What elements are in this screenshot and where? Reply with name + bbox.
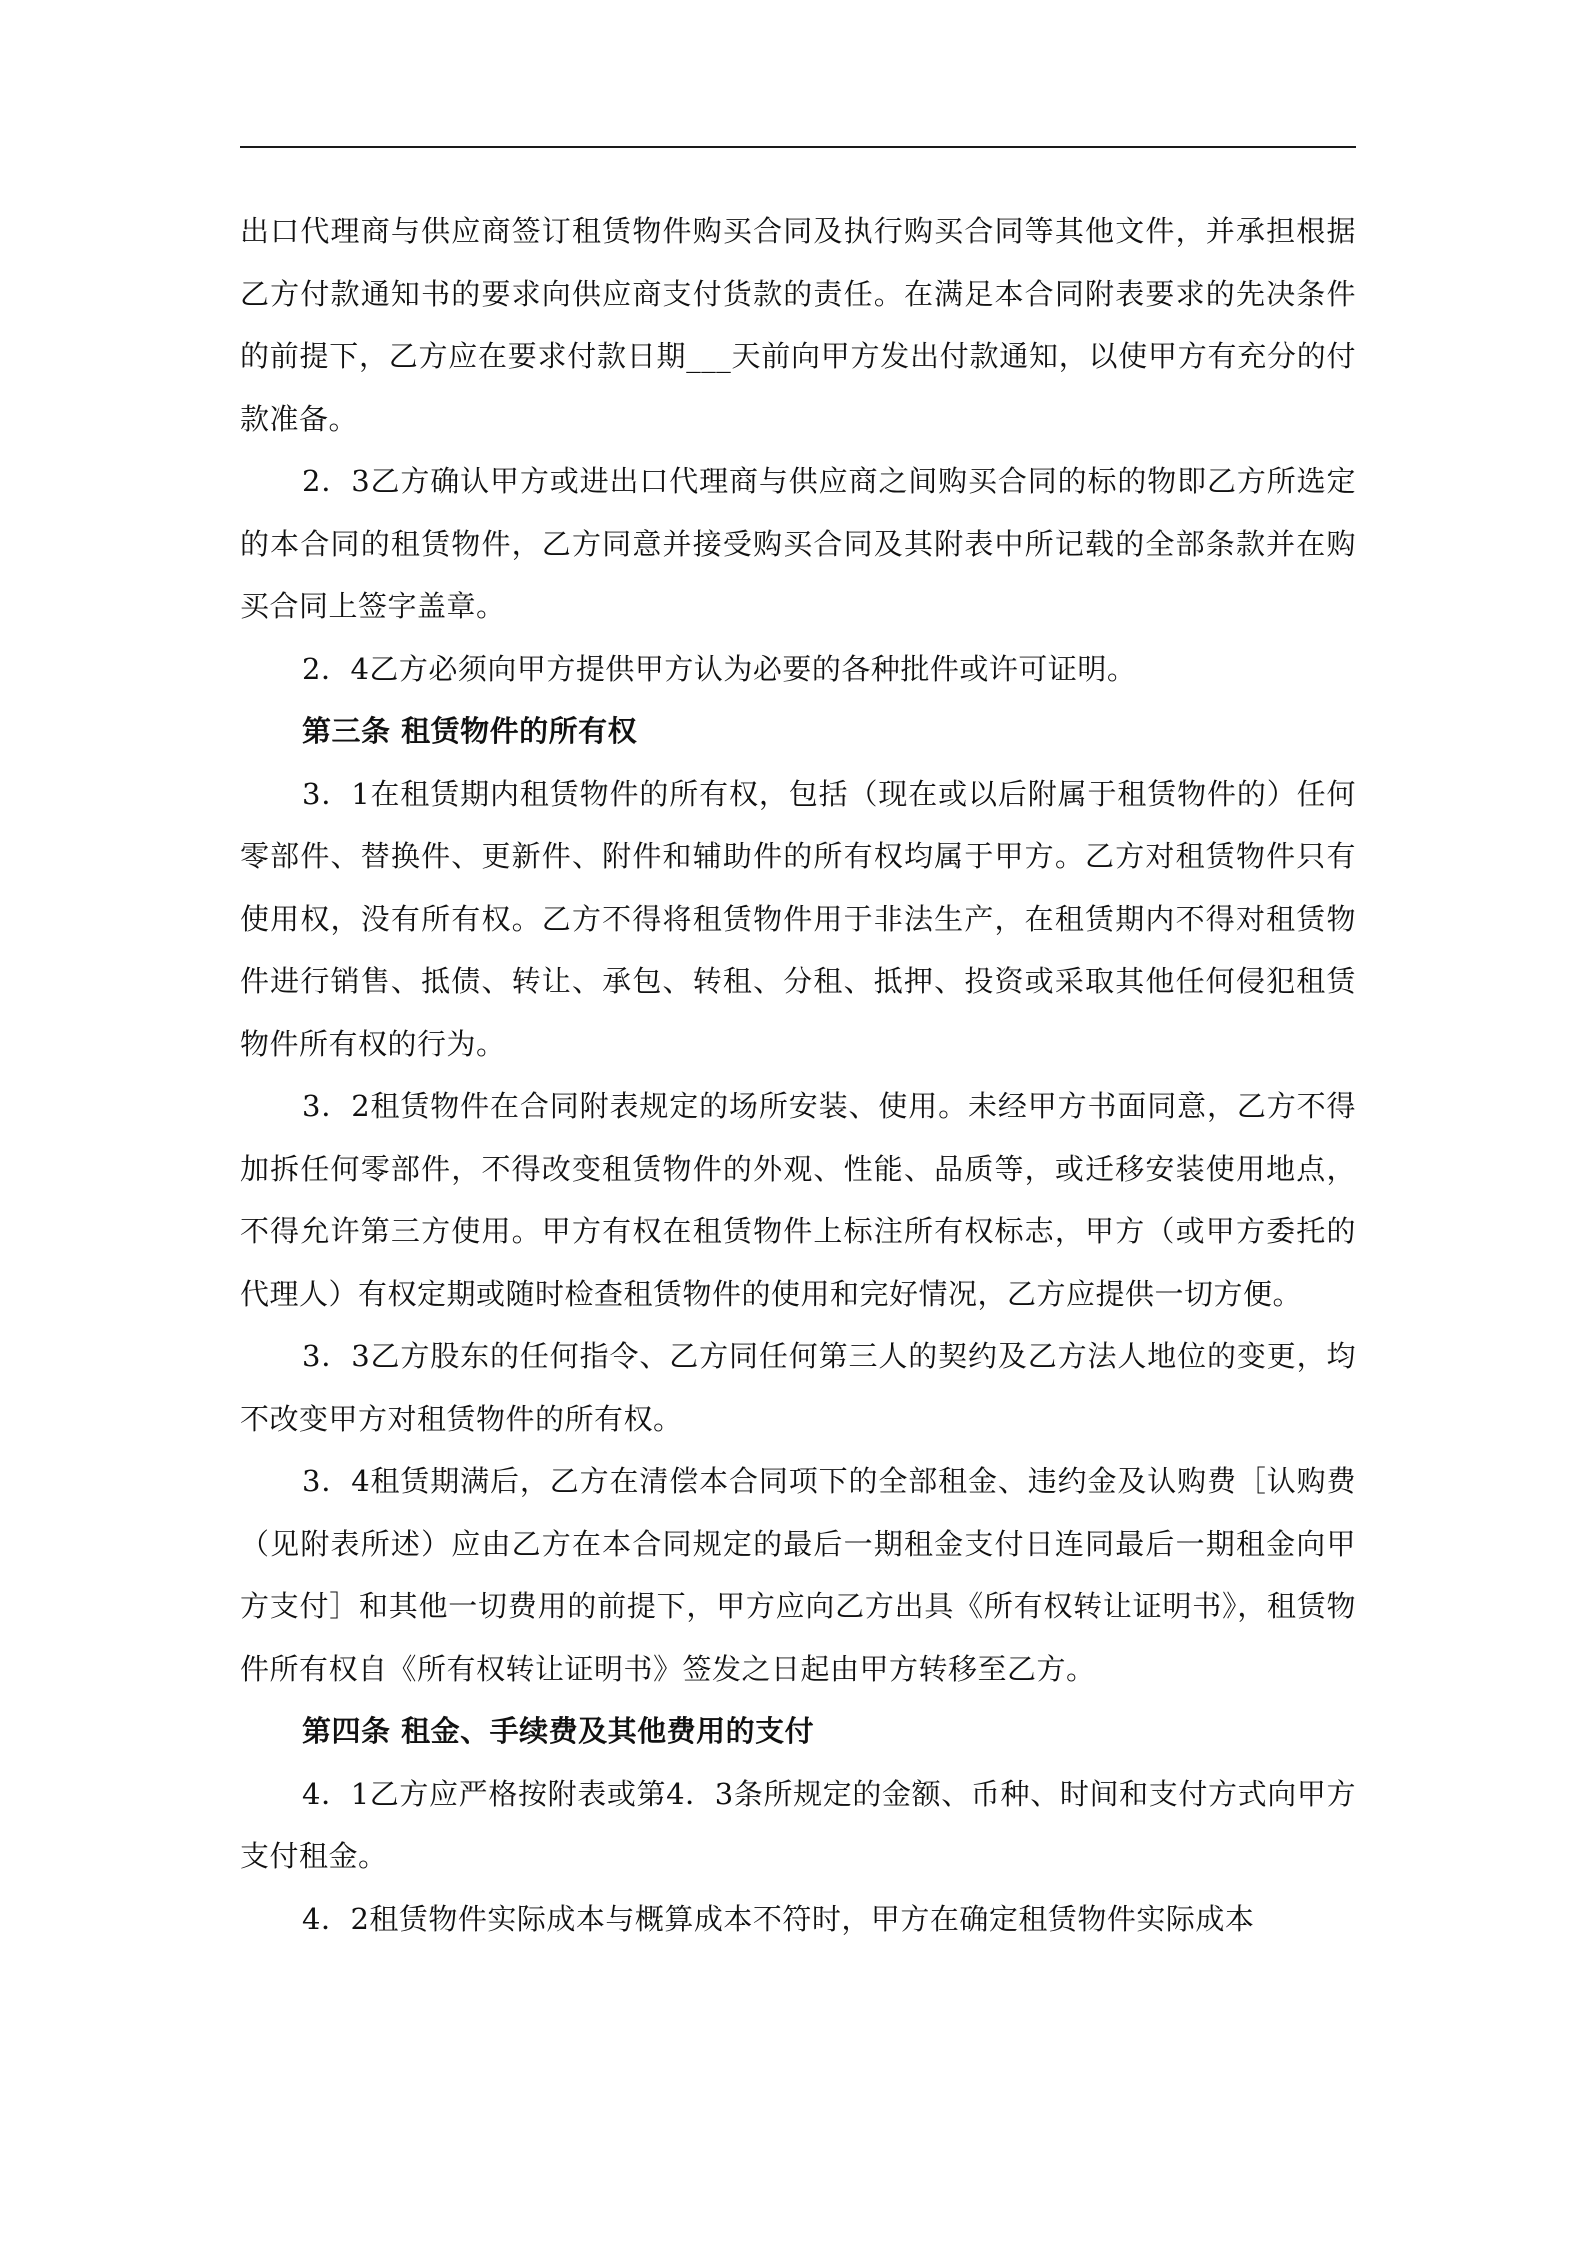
- header-rule: [240, 146, 1356, 148]
- clause-2-3: 2．3乙方确认甲方或进出口代理商与供应商之间购买合同的标的物即乙方所选定的本合同的租赁物件，乙方同意并接受购买合同及其附表中所记载的全部条款并在购买合同上签字盖章。: [240, 464, 1356, 623]
- article-3-heading: 第三条 租赁物件的所有权: [302, 714, 638, 748]
- clause-3-2: 3．2租赁物件在合同附表规定的场所安装、使用。未经甲方书面同意，乙方不得加拆任何零部件，不得改变租赁物件的外观、性能、品质等，或迁移安装使用地点，不得允许第三方使用。甲方有权在租赁物件上标注所有权标志，甲方（或甲方委托的代理人）有权定期或随时检查租赁物件的使用和完好情况，乙方应提供一切方便。: [240, 1089, 1356, 1311]
- clause-3-3: 3．3乙方股东的任何指令、乙方同任何第三人的契约及乙方法人地位的变更，均不改变甲方对租赁物件的所有权。: [240, 1339, 1356, 1436]
- document-body: [240, 200, 1356, 1950]
- paragraph-continuation: 出口代理商与供应商签订租赁物件购买合同及执行购买合同等其他文件，并承担根据乙方付款通知书的要求向供应商支付货款的责任。在满足本合同附表要求的先决条件的前提下，乙方应在要求付款日期___天前向甲方发出付款通知，以使甲方有充分的付款准备。: [240, 214, 1356, 436]
- clause-2-4: 2．4乙方必须向甲方提供甲方认为必要的各种批件或许可证明。: [302, 651, 1137, 686]
- clause-4-2: 4．2租赁物件实际成本与概算成本不符时，甲方在确定租赁物件实际成本: [302, 1901, 1255, 1936]
- article-4-heading: 第四条 租金、手续费及其他费用的支付: [302, 1714, 815, 1748]
- clause-4-1: 4．1乙方应严格按附表或第4．3条所规定的金额、币种、时间和支付方式向甲方支付租金。: [240, 1776, 1356, 1873]
- clause-3-4: 3．4租赁期满后，乙方在清偿本合同项下的全部租金、违约金及认购费［认购费（见附表所述）应由乙方在本合同规定的最后一期租金支付日连同最后一期租金向甲方支付］和其他一切费用的前提下，甲方应向乙方出具《所有权转让证明书》，租赁物件所有权自《所有权转让证明书》签发之日起由甲方转移至乙方。: [240, 1464, 1356, 1686]
- clause-3-1: 3．1在租赁期内租赁物件的所有权，包括（现在或以后附属于租赁物件的）任何零部件、替换件、更新件、附件和辅助件的所有权均属于甲方。乙方对租赁物件只有使用权，没有所有权。乙方不得将租赁物件用于非法生产，在租赁期内不得对租赁物件进行销售、抵债、转让、承包、转租、分租、抵押、投资或采取其他任何侵犯租赁物件所有权的行为。: [240, 776, 1356, 1061]
